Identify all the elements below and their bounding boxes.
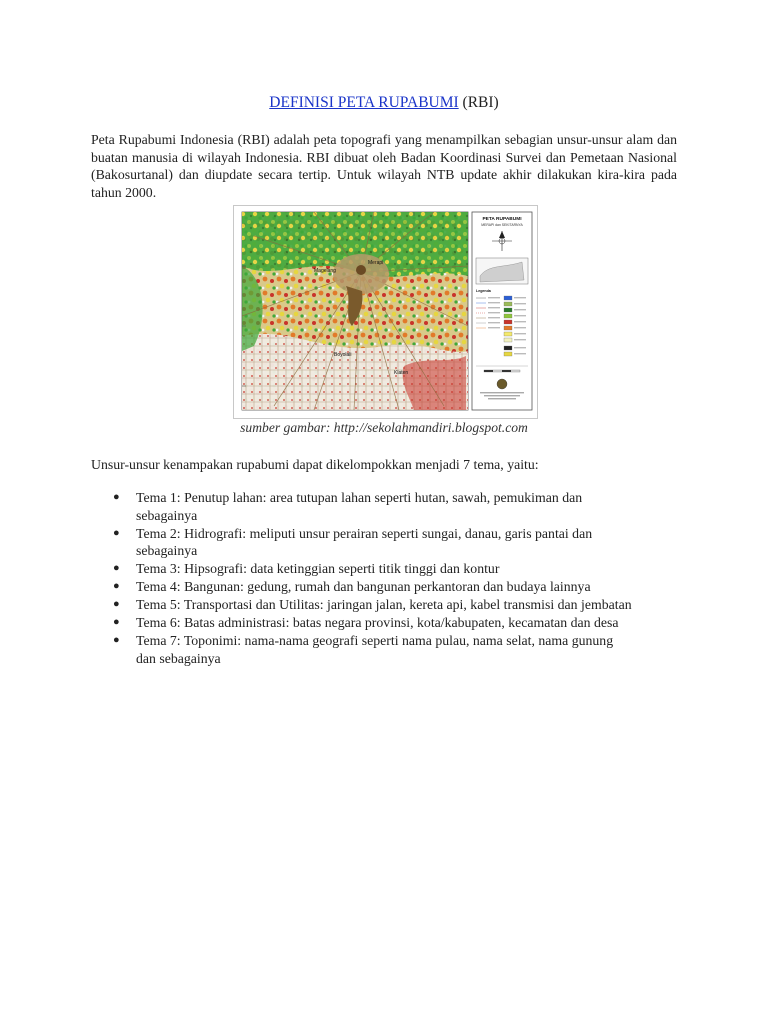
map-label-klaten: Klaten: [394, 370, 409, 376]
list-item: ● Tema 2: Hidrografi: meliputi unsur perairan seperti sungai, danau, garis pantai dan sebagainya: [113, 525, 593, 558]
bullet-icon: ●: [113, 598, 120, 610]
map-legend-heading: Legenda: [476, 289, 491, 293]
map-panel-subtitle: MERAPI dan SEKITARNYA: [481, 223, 523, 227]
map-label-boyolali: Boyolali: [334, 352, 352, 358]
map-label-magelang: Magelang: [314, 268, 336, 274]
bullet-icon: ●: [113, 562, 120, 574]
list-item: ● Tema 5: Transportasi dan Utilitas: jaringan jalan, kereta api, kabel transmisi dan jembatan: [113, 597, 632, 612]
page-title: [0, 93, 768, 113]
list-item: ● Tema 7: Toponimi: nama-nama geografi seperti nama pulau, nama selat, nama gunung dan sebagainya: [113, 633, 614, 666]
themes-intro: Unsur-unsur kenampakan rupabumi dapat dikelompokkan menjadi 7 tema, yaitu:: [91, 457, 539, 472]
bullet-icon: ●: [113, 634, 120, 646]
bullet-icon: ●: [113, 491, 120, 503]
list-item: ● Tema 1: Penutup lahan: area tutupan lahan seperti hutan, sawah, pemukiman dan sebagainya: [113, 490, 583, 523]
map-illustration: [234, 206, 537, 418]
bullet-icon: ●: [113, 580, 120, 592]
title-suffix: (RBI): [462, 94, 499, 111]
agency-emblem-icon: [497, 379, 507, 389]
map-label-merapi: Merapi: [368, 260, 384, 266]
intro-paragraph: Peta Rupabumi Indonesia (RBI) adalah peta topografi yang menampilkan sebagian unsur-unsur alam dan buatan manusia di wilayah Indonesia. RBI dibuat oleh Badan Koordinasi Survei dan Pemetaan Nasional (Bakosurtanal) dan diupdate secara tertip. Untuk wilayah NTB update akhir dilakukan kira-kira pada tahun 2000.: [91, 132, 677, 200]
topographic-map-image: [233, 205, 538, 419]
list-item: ● Tema 3: Hipsografi: data ketinggian seperti titik tinggi dan kontur: [113, 561, 500, 576]
themes-list: [91, 489, 671, 668]
list-item: ● Tema 6: Batas administrasi: batas negara provinsi, kota/kabupaten, kecamatan dan desa: [113, 615, 619, 630]
bullet-icon: ●: [113, 526, 120, 539]
image-caption: sumber gambar: http://sekolahmandiri.blogspot.com: [240, 420, 528, 435]
map-panel-title: PETA RUPABUMI: [482, 217, 522, 222]
bullet-icon: ●: [113, 616, 120, 628]
list-item: ● Tema 4: Bangunan: gedung, rumah dan bangunan perkantoran dan budaya lainnya: [113, 579, 591, 594]
title-link[interactable]: DEFINISI PETA RUPABUMI: [269, 94, 459, 111]
